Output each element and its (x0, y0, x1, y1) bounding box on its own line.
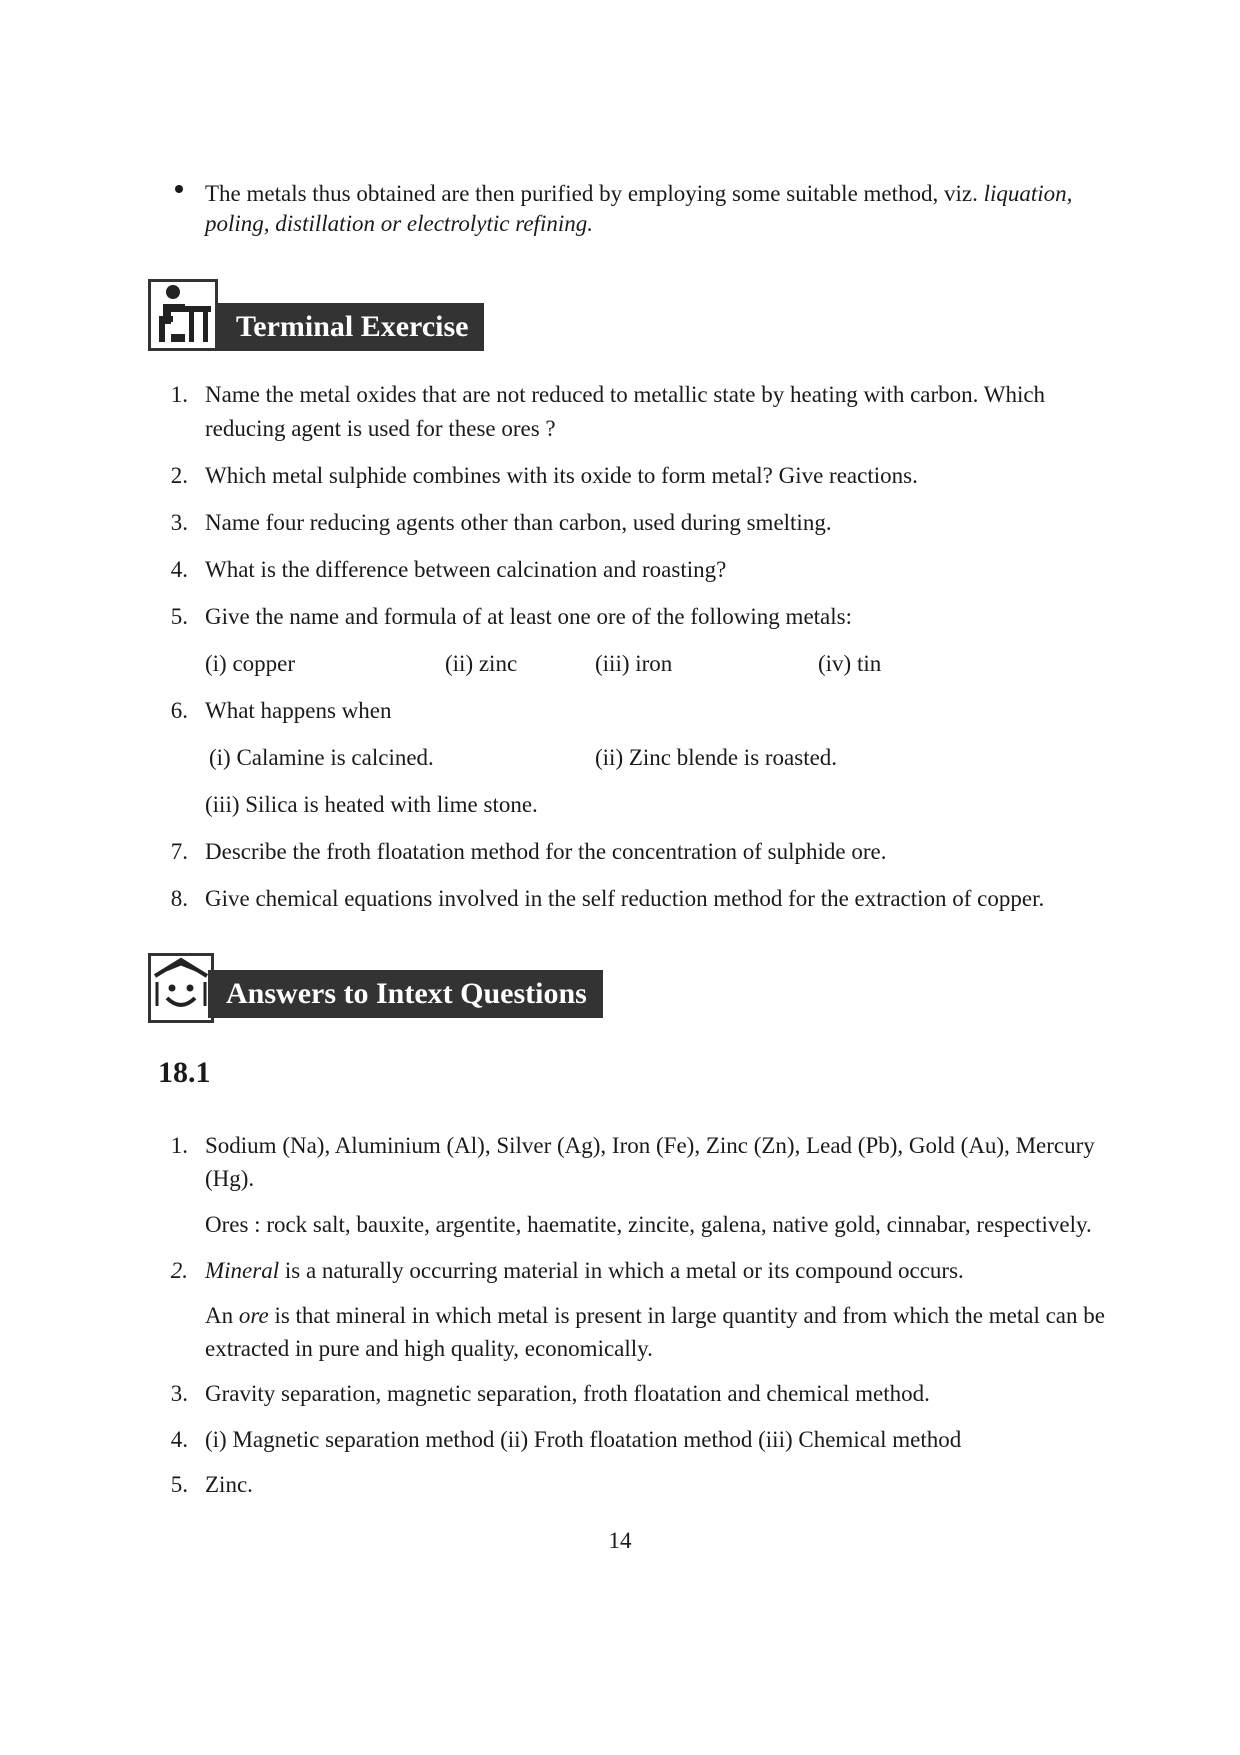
q1-number: 1. (170, 382, 188, 407)
q1-line-2: reducing agent is used for these ores ? (205, 416, 556, 441)
q6-number: 6. (170, 698, 188, 723)
a2-line-2-post: is that mineral in which metal is present in large quantity and from which the metal can be (268, 1303, 1105, 1328)
student-at-desk-icon (148, 279, 218, 351)
q7-number: 7. (170, 839, 188, 864)
a2-line-2-pre: An (205, 1303, 239, 1328)
q5-option-zinc: (ii) zinc (445, 651, 518, 676)
intro-text-plain: The metals thus obtained are then purified by employing some suitable method, viz. (205, 181, 984, 206)
q7-text: Describe the froth floatation method for the concentration of sulphide ore. (205, 839, 887, 864)
a2-line-1 (205, 1256, 964, 1286)
q3-number: 3. (170, 510, 188, 535)
a2-number: 2. (170, 1258, 188, 1283)
smiling-face-house-icon-graphic (151, 956, 211, 1020)
q4-number: 4. (170, 557, 188, 582)
q6-part-i: (i) Calamine is calcined. (209, 745, 434, 770)
a2-italic-mineral: Mineral (205, 1258, 280, 1283)
a3-number: 3. (170, 1381, 188, 1406)
a4-text: (i) Magnetic separation method (ii) Froth floatation method (iii) Chemical method (205, 1427, 962, 1452)
q4-text: What is the difference between calcination and roasting? (205, 557, 727, 582)
a4-number: 4. (170, 1427, 188, 1452)
q1-line-1: Name the metal oxides that are not reduced to metallic state by heating with carbon. Which (205, 382, 1046, 407)
a5-number: 5. (170, 1472, 188, 1497)
intro-line-2: poling, distillation or electrolytic refining. (205, 211, 593, 236)
a1-line-1: Sodium (Na), Aluminium (Al), Silver (Ag), Iron (Fe), Zinc (Zn), Lead (Pb), Gold (Au), Mercury (205, 1133, 1095, 1158)
q6-part-iii: (iii) Silica is heated with lime stone. (205, 792, 538, 817)
a2-line-2 (205, 1301, 1105, 1331)
a1-line-2: (Hg). (205, 1166, 255, 1191)
terminal-exercise-heading: Terminal Exercise (218, 303, 484, 351)
q6-part-ii: (ii) Zinc blende is roasted. (595, 745, 838, 770)
q8-text: Give chemical equations involved in the self reduction method for the extraction of copper. (205, 886, 1045, 911)
q5-text: Give the name and formula of at least one ore of the following metals: (205, 604, 852, 629)
a5-text: Zinc. (205, 1472, 253, 1497)
student-at-desk-icon-graphic (151, 282, 215, 348)
a2-rest: is a naturally occurring material in which a metal or its compound occurs. (279, 1258, 964, 1283)
a1-line-3: Ores : rock salt, bauxite, argentite, haematite, zincite, galena, native gold, cinnabar, respectively. (205, 1212, 1092, 1237)
bullet-dot (175, 185, 183, 193)
answers-heading: Answers to Intext Questions (208, 970, 603, 1018)
q5-number: 5. (170, 604, 188, 629)
q5-option-iron: (iii) iron (595, 651, 673, 676)
a3-text: Gravity separation, magnetic separation, froth floatation and chemical method. (205, 1381, 930, 1406)
q5-option-copper: (i) copper (205, 651, 296, 676)
q2-text: Which metal sulphide combines with its oxide to form metal? Give reactions. (205, 463, 918, 488)
q6-text: What happens when (205, 698, 392, 723)
page-number: 14 (608, 1528, 632, 1553)
a1-number: 1. (170, 1133, 188, 1158)
q8-number: 8. (170, 886, 188, 911)
section-number: 18.1 (158, 1056, 211, 1089)
q3-text: Name four reducing agents other than carbon, used during smelting. (205, 510, 832, 535)
q2-number: 2. (170, 463, 188, 488)
intro-line-1 (205, 179, 1072, 209)
a2-line-3: extracted in pure and high quality, economically. (205, 1336, 653, 1361)
q5-option-tin: (iv) tin (818, 651, 882, 676)
intro-text-italic: liquation, (983, 181, 1073, 206)
smiling-face-house-icon (148, 953, 214, 1023)
a2-italic-ore: ore (238, 1303, 269, 1328)
